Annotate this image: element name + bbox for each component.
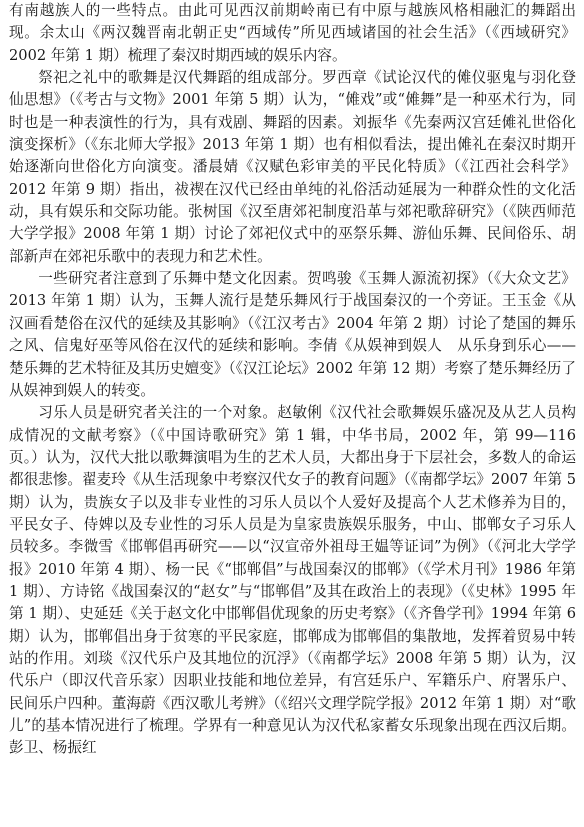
paragraph-sacrificial-rituals-dance: 祭祀之礼中的歌舞是汉代舞蹈的组成部分。罗西章《试论汉代的傩仪驱鬼与羽化登仙思想》（《考古与文物》2001 年第 5 期）认为，“傩戏”或“傩舞”是一种巫术行为，同时也是一种表演性的行为，具有戏剧、舞蹈的因素。刘振华《先秦两汉宫廷傩礼世俗化演变探析》（《东北师大学报》2013 年第 1 期）也有相似看法，提出傩礼在秦汉时期开始逐渐向世俗化方向演变。潘晨婧《汉赋色彩审美的平民化特质》（《江西社会科学》2012 年第 9 期）指出，祓禊在汉代已经由单纯的礼俗活动延展为一种群众性的文化活动，具有娱乐和交际功能。张树国《汉至唐郊祀制度沿革与郊祀歌辞研究》（《陕西师范大学学报》2008 年第 1 期）讨论了郊祀仪式中的巫祭乐舞、游仙乐舞、民间俗乐、胡部新声在郊祀乐歌中的表现力和艺术性。 <box>9 69 576 265</box>
paragraph-music-performers: 习乐人员是研究者关注的一个对象。赵敏俐《汉代社会歌舞娱乐盛况及从艺人员构成情况的文献考察》（《中国诗歌研究》第 1 辑，中华书局，2002 年，第 99—116 页。）认为，汉代大批以歌舞演唱为生的艺术人员，大都出身于下层社会，多数人的命运都很悲惨。翟麦玲《从生活现象中考察汉代女子的教育问题》（《南都学坛》2007 年第 5 期）认为，贵族女子以及非专业性的习乐人员以个人爱好及提高个人艺术修养为目的，平民女子、侍婢以及专业性的习乐人员是为皇家贵族娱乐服务，中山、邯郸女子习乐人员较多。李微雪《邯郸倡再研究——以“汉宣帝外祖母王媪等证词”为例》（《河北大学学报》2010 年第 4 期）、杨一民《“邯郸倡”与战国秦汉的邯郸》（《学术月刊》1986 年第 1 期）、方诗铭《战国秦汉的“赵女”与“邯郸倡”及其在政治上的表现》（《史林》1995 年第 1 期）、史延廷《关于赵文化中邯郸倡优现象的历史考察》（《齐鲁学刊》1994 年第 6 期）认为，邯郸倡出身于贫寒的平民家庭，邯郸成为邯郸倡的集散地，发挥着贸易中转站的作用。刘琰《汉代乐户及其地位的沉浮》（《南都学坛》2008 年第 5 期）认为，汉代乐户（即汉代音乐家）因职业技能和地位差异，有宫廷乐户、军籍乐户、府署乐户、民间乐户四种。董海蔚《西汉歌儿考辨》（《绍兴文理学院学报》2012 年第 1 期）对“歌儿”的基本情况进行了梳理。学界有一种意见认为汉代私家蓄女乐现象出现在西汉后期。彭卫、杨振红 <box>9 404 576 757</box>
paragraph-chu-culture-in-music-dance: 一些研究者注意到了乐舞中楚文化因素。贺鸣骏《玉舞人源流初探》（《大众文艺》2013 年第 1 期）认为，玉舞人流行是楚乐舞风行于战国秦汉的一个旁证。王玉金《从汉画看楚俗在汉代的延续及其影响》（《江汉考古》2004 年第 2 期）讨论了楚国的舞乐之风、信鬼好巫等风俗在汉代的延续和影响。李倩《从娱神到娱人 从乐身到乐心——楚乐舞的艺术特征及其历史嬗变》（《汉江论坛》2002 年第 12 期）考察了楚乐舞经历了从娱神到娱人的转变。 <box>9 270 576 399</box>
paragraph-southern-yue-dance-and-western-regions: 有南越族人的一些特点。由此可见西汉前期岭南已有中原与越族风格相融汇的舞蹈出现。余太山《两汉魏晋南北朝正史“西域传”所见西域诸国的社会生活》（《西域研究》2002 年第 1 期）梳理了秦汉时期西域的娱乐内容。 <box>9 2 576 64</box>
